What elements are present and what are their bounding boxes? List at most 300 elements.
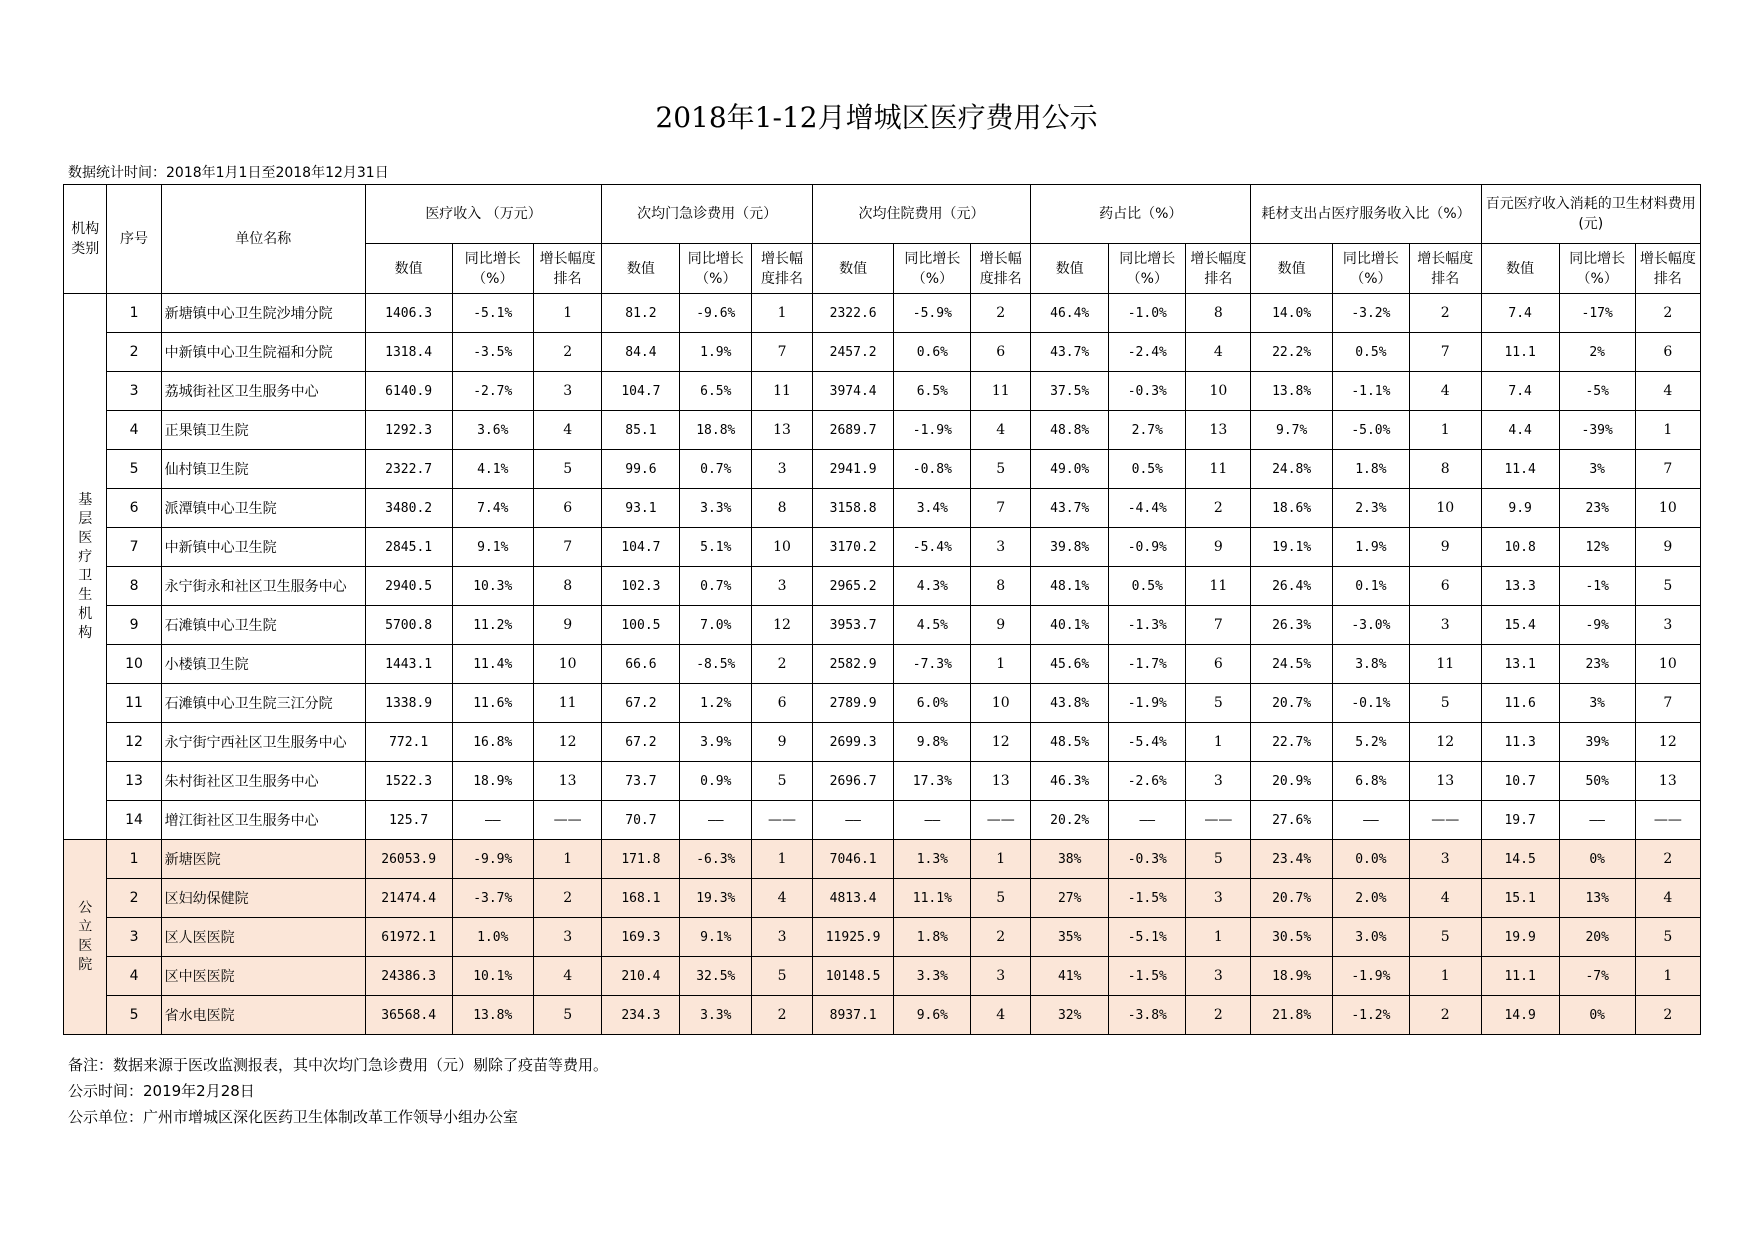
seq-cell: 5: [107, 996, 161, 1035]
value-cell: 43.7%: [1031, 489, 1109, 528]
unit-name-cell: 荔城街社区卫生服务中心: [161, 372, 365, 411]
rank-cell: 10: [1186, 372, 1251, 411]
yoy-cell: 9.8%: [894, 723, 971, 762]
value-cell: 46.4%: [1031, 294, 1109, 333]
yoy-cell: 4.3%: [894, 567, 971, 606]
rank-cell: 7: [1409, 333, 1481, 372]
yoy-cell: 3.3%: [680, 489, 752, 528]
value-cell: 6140.9: [365, 372, 452, 411]
notes: [68, 1052, 608, 1130]
value-cell: 13.3: [1481, 567, 1559, 606]
unit-name-cell: 中新镇中心卫生院: [161, 528, 365, 567]
rank-cell: 10: [533, 645, 601, 684]
category-cell: [64, 840, 107, 1035]
unit-name-cell: 区人医医院: [161, 918, 365, 957]
subheader-value: 数值: [1251, 244, 1332, 294]
rank-cell: 1: [971, 645, 1031, 684]
rank-cell: 4: [971, 996, 1031, 1035]
seq-cell: 12: [107, 723, 161, 762]
value-cell: 1522.3: [365, 762, 452, 801]
value-cell: 168.1: [602, 879, 680, 918]
yoy-cell: 10.1%: [452, 957, 533, 996]
value-cell: 22.2%: [1251, 333, 1332, 372]
value-cell: 15.4: [1481, 606, 1559, 645]
value-cell: 41%: [1031, 957, 1109, 996]
value-cell: 11.3: [1481, 723, 1559, 762]
value-cell: 43.8%: [1031, 684, 1109, 723]
rank-cell: ——: [752, 801, 813, 840]
yoy-cell: 6.0%: [894, 684, 971, 723]
header-seq: 序号: [107, 185, 161, 294]
table-row: [64, 528, 1701, 567]
table-row: [64, 879, 1701, 918]
rank-cell: 1: [752, 840, 813, 879]
value-cell: 10.7: [1481, 762, 1559, 801]
yoy-cell: ——: [452, 801, 533, 840]
yoy-cell: 11.4%: [452, 645, 533, 684]
yoy-cell: -5.0%: [1332, 411, 1409, 450]
value-cell: 9.9: [1481, 489, 1559, 528]
rank-cell: 13: [971, 762, 1031, 801]
rank-cell: 7: [1635, 684, 1700, 723]
rank-cell: 11: [533, 684, 601, 723]
rank-cell: 1: [533, 294, 601, 333]
yoy-cell: 19.3%: [680, 879, 752, 918]
value-cell: 1292.3: [365, 411, 452, 450]
value-cell: 20.9%: [1251, 762, 1332, 801]
yoy-cell: -1.1%: [1332, 372, 1409, 411]
seq-cell: 2: [107, 879, 161, 918]
rank-cell: 2: [752, 645, 813, 684]
yoy-cell: 3.8%: [1332, 645, 1409, 684]
rank-cell: 3: [971, 528, 1031, 567]
value-cell: 234.3: [602, 996, 680, 1035]
yoy-cell: -17%: [1559, 294, 1635, 333]
yoy-cell: -4.4%: [1109, 489, 1186, 528]
unit-name-cell: 石滩镇中心卫生院: [161, 606, 365, 645]
unit-name-cell: 小楼镇卫生院: [161, 645, 365, 684]
yoy-cell: -9%: [1559, 606, 1635, 645]
yoy-cell: 0.0%: [1332, 840, 1409, 879]
value-cell: 2322.6: [812, 294, 893, 333]
yoy-cell: 18.8%: [680, 411, 752, 450]
value-cell: 18.6%: [1251, 489, 1332, 528]
value-cell: 67.2: [602, 723, 680, 762]
rank-cell: 13: [752, 411, 813, 450]
yoy-cell: 1.3%: [894, 840, 971, 879]
yoy-cell: -2.7%: [452, 372, 533, 411]
value-cell: 18.9%: [1251, 957, 1332, 996]
value-cell: 48.5%: [1031, 723, 1109, 762]
rank-cell: 6: [1409, 567, 1481, 606]
yoy-cell: 39%: [1559, 723, 1635, 762]
header-group-income: 医疗收入 （万元）: [365, 185, 602, 244]
rank-cell: 3: [1409, 840, 1481, 879]
rank-cell: 3: [971, 957, 1031, 996]
table-row: [64, 489, 1701, 528]
value-cell: 1406.3: [365, 294, 452, 333]
unit-name-cell: 区妇幼保健院: [161, 879, 365, 918]
value-cell: 2582.9: [812, 645, 893, 684]
value-cell: 40.1%: [1031, 606, 1109, 645]
yoy-cell: 4.5%: [894, 606, 971, 645]
yoy-cell: 7.4%: [452, 489, 533, 528]
yoy-cell: 23%: [1559, 645, 1635, 684]
value-cell: 84.4: [602, 333, 680, 372]
subheader-yoy: 同比增长（%）: [452, 244, 533, 294]
header-group-drug-ratio: 药占比（%）: [1031, 185, 1251, 244]
yoy-cell: 12%: [1559, 528, 1635, 567]
value-cell: 13.8%: [1251, 372, 1332, 411]
yoy-cell: 1.2%: [680, 684, 752, 723]
value-cell: 1338.9: [365, 684, 452, 723]
yoy-cell: 2.0%: [1332, 879, 1409, 918]
stat-period: 数据统计时间：2018年1月1日至2018年12月31日: [68, 165, 389, 181]
yoy-cell: 3%: [1559, 450, 1635, 489]
rank-cell: 5: [752, 762, 813, 801]
seq-cell: 10: [107, 645, 161, 684]
rank-cell: 2: [1635, 294, 1700, 333]
rank-cell: 13: [1635, 762, 1700, 801]
value-cell: 4813.4: [812, 879, 893, 918]
rank-cell: 9: [971, 606, 1031, 645]
rank-cell: 6: [1635, 333, 1700, 372]
rank-cell: 12: [1635, 723, 1700, 762]
rank-cell: 10: [1409, 489, 1481, 528]
value-cell: 15.1: [1481, 879, 1559, 918]
rank-cell: ——: [1186, 801, 1251, 840]
seq-cell: 1: [107, 840, 161, 879]
table-row: [64, 333, 1701, 372]
unit-name-cell: 派潭镇中心卫生院: [161, 489, 365, 528]
yoy-cell: 4.1%: [452, 450, 533, 489]
yoy-cell: -5.1%: [452, 294, 533, 333]
rank-cell: 4: [533, 411, 601, 450]
value-cell: 20.7%: [1251, 879, 1332, 918]
value-cell: 2457.2: [812, 333, 893, 372]
unit-name-cell: 仙村镇卫生院: [161, 450, 365, 489]
rank-cell: 8: [1409, 450, 1481, 489]
seq-cell: 8: [107, 567, 161, 606]
rank-cell: 11: [1186, 567, 1251, 606]
value-cell: 23.4%: [1251, 840, 1332, 879]
unit-name-cell: 新塘医院: [161, 840, 365, 879]
value-cell: 61972.1: [365, 918, 452, 957]
yoy-cell: 0.5%: [1109, 450, 1186, 489]
remark-note: 备注：数据来源于医改监测报表，其中次均门急诊费用（元）剔除了疫苗等费用。: [68, 1056, 609, 1074]
value-cell: 3480.2: [365, 489, 452, 528]
rank-cell: 10: [752, 528, 813, 567]
subheader-value: 数值: [812, 244, 893, 294]
rank-cell: 10: [971, 684, 1031, 723]
value-cell: 169.3: [602, 918, 680, 957]
rank-cell: 6: [1186, 645, 1251, 684]
yoy-cell: -5.4%: [894, 528, 971, 567]
header-category: 机构类别: [64, 185, 107, 294]
yoy-cell: -8.5%: [680, 645, 752, 684]
yoy-cell: 1.9%: [680, 333, 752, 372]
rank-cell: 13: [533, 762, 601, 801]
value-cell: 2696.7: [812, 762, 893, 801]
value-cell: 5700.8: [365, 606, 452, 645]
yoy-cell: -1.9%: [1109, 684, 1186, 723]
value-cell: 24.5%: [1251, 645, 1332, 684]
yoy-cell: -5.9%: [894, 294, 971, 333]
yoy-cell: -1.5%: [1109, 879, 1186, 918]
value-cell: 3170.2: [812, 528, 893, 567]
yoy-cell: -6.3%: [680, 840, 752, 879]
value-cell: 27.6%: [1251, 801, 1332, 840]
yoy-cell: -7%: [1559, 957, 1635, 996]
table-row: [64, 996, 1701, 1035]
rank-cell: 4: [1186, 333, 1251, 372]
unit-name-cell: 中新镇中心卫生院福和分院: [161, 333, 365, 372]
rank-cell: 12: [752, 606, 813, 645]
value-cell: 2689.7: [812, 411, 893, 450]
seq-cell: 3: [107, 918, 161, 957]
yoy-cell: -3.8%: [1109, 996, 1186, 1035]
yoy-cell: 3.3%: [894, 957, 971, 996]
yoy-cell: 5.1%: [680, 528, 752, 567]
seq-cell: 3: [107, 372, 161, 411]
value-cell: 19.7: [1481, 801, 1559, 840]
value-cell: 14.5: [1481, 840, 1559, 879]
value-cell: 10148.5: [812, 957, 893, 996]
rank-cell: 1: [1635, 957, 1700, 996]
value-cell: 85.1: [602, 411, 680, 450]
category-label: 基层医疗卫生机构: [78, 491, 93, 641]
rank-cell: 4: [1635, 879, 1700, 918]
rank-cell: 3: [752, 450, 813, 489]
yoy-cell: 32.5%: [680, 957, 752, 996]
category-cell: [64, 294, 107, 840]
page-title: 2018年1-12月增城区医疗费用公示: [655, 101, 1098, 134]
value-cell: 772.1: [365, 723, 452, 762]
subheader-value: 数值: [1481, 244, 1559, 294]
value-cell: 3158.8: [812, 489, 893, 528]
rank-cell: 5: [1186, 684, 1251, 723]
seq-cell: 4: [107, 957, 161, 996]
value-cell: 11925.9: [812, 918, 893, 957]
rank-cell: 3: [1409, 606, 1481, 645]
value-cell: 39.8%: [1031, 528, 1109, 567]
value-cell: 46.3%: [1031, 762, 1109, 801]
yoy-cell: 2%: [1559, 333, 1635, 372]
yoy-cell: ——: [1109, 801, 1186, 840]
yoy-cell: -9.9%: [452, 840, 533, 879]
yoy-cell: 1.8%: [1332, 450, 1409, 489]
value-cell: 37.5%: [1031, 372, 1109, 411]
rank-cell: 11: [1409, 645, 1481, 684]
yoy-cell: 13.8%: [452, 996, 533, 1035]
table-row: [64, 606, 1701, 645]
rank-cell: 5: [1186, 840, 1251, 879]
yoy-cell: -7.3%: [894, 645, 971, 684]
rank-cell: 5: [971, 450, 1031, 489]
rank-cell: 8: [752, 489, 813, 528]
value-cell: 26053.9: [365, 840, 452, 879]
seq-cell: 13: [107, 762, 161, 801]
rank-cell: 2: [971, 294, 1031, 333]
value-cell: 20.7%: [1251, 684, 1332, 723]
yoy-cell: 0.9%: [680, 762, 752, 801]
yoy-cell: 6.8%: [1332, 762, 1409, 801]
rank-cell: 5: [533, 450, 601, 489]
subheader-value: 数值: [1031, 244, 1109, 294]
yoy-cell: 0.7%: [680, 567, 752, 606]
yoy-cell: -2.6%: [1109, 762, 1186, 801]
seq-cell: 7: [107, 528, 161, 567]
value-cell: 2965.2: [812, 567, 893, 606]
seq-cell: 14: [107, 801, 161, 840]
value-cell: 171.8: [602, 840, 680, 879]
yoy-cell: -1.9%: [894, 411, 971, 450]
value-cell: 19.1%: [1251, 528, 1332, 567]
subheader-rank: 增长幅度排名: [752, 244, 813, 294]
yoy-cell: -9.6%: [680, 294, 752, 333]
seq-cell: 9: [107, 606, 161, 645]
yoy-cell: -1.2%: [1332, 996, 1409, 1035]
table-row: [64, 684, 1701, 723]
value-cell: 22.7%: [1251, 723, 1332, 762]
fee-table: [63, 184, 1701, 1035]
value-cell: 210.4: [602, 957, 680, 996]
unit-name-cell: 新塘镇中心卫生院沙埔分院: [161, 294, 365, 333]
rank-cell: 9: [1635, 528, 1700, 567]
value-cell: 49.0%: [1031, 450, 1109, 489]
yoy-cell: 0.1%: [1332, 567, 1409, 606]
value-cell: 13.1: [1481, 645, 1559, 684]
header-group-consumable-ratio: 耗材支出占医疗服务收入比（%）: [1251, 185, 1481, 244]
value-cell: 43.7%: [1031, 333, 1109, 372]
yoy-cell: -0.3%: [1109, 840, 1186, 879]
unit-name-cell: 增江街社区卫生服务中心: [161, 801, 365, 840]
value-cell: 11.6: [1481, 684, 1559, 723]
value-cell: 2789.9: [812, 684, 893, 723]
yoy-cell: 50%: [1559, 762, 1635, 801]
category-label: 公立医院: [78, 900, 93, 973]
rank-cell: 3: [752, 918, 813, 957]
table-row: [64, 762, 1701, 801]
value-cell: 26.4%: [1251, 567, 1332, 606]
rank-cell: 4: [971, 411, 1031, 450]
rank-cell: 9: [752, 723, 813, 762]
yoy-cell: 6.5%: [680, 372, 752, 411]
rank-cell: 1: [533, 840, 601, 879]
rank-cell: 3: [533, 918, 601, 957]
yoy-cell: 2.7%: [1109, 411, 1186, 450]
rank-cell: 8: [533, 567, 601, 606]
rank-cell: 5: [971, 879, 1031, 918]
subheader-rank: 增长幅度排名: [1635, 244, 1700, 294]
rank-cell: 1: [971, 840, 1031, 879]
header-unit-name: 单位名称: [161, 185, 365, 294]
rank-cell: 1: [1409, 957, 1481, 996]
yoy-cell: ——: [1332, 801, 1409, 840]
rank-cell: 1: [1409, 411, 1481, 450]
value-cell: 100.5: [602, 606, 680, 645]
publish-time: 公示时间：2019年2月28日: [68, 1082, 255, 1100]
rank-cell: 6: [752, 684, 813, 723]
value-cell: 1443.1: [365, 645, 452, 684]
value-cell: 66.6: [602, 645, 680, 684]
value-cell: 73.7: [602, 762, 680, 801]
table-row: [64, 450, 1701, 489]
yoy-cell: 0%: [1559, 996, 1635, 1035]
header-group-inpatient: 次均住院费用（元）: [812, 185, 1030, 244]
rank-cell: 6: [533, 489, 601, 528]
value-cell: 24386.3: [365, 957, 452, 996]
yoy-cell: 9.6%: [894, 996, 971, 1035]
yoy-cell: 20%: [1559, 918, 1635, 957]
value-cell: 35%: [1031, 918, 1109, 957]
rank-cell: 2: [1409, 996, 1481, 1035]
yoy-cell: 10.3%: [452, 567, 533, 606]
value-cell: 8937.1: [812, 996, 893, 1035]
rank-cell: 2: [533, 333, 601, 372]
value-cell: 11.1: [1481, 333, 1559, 372]
yoy-cell: -2.4%: [1109, 333, 1186, 372]
rank-cell: 5: [1635, 567, 1700, 606]
publisher: 公示单位：广州市增城区深化医药卫生体制改革工作领导小组办公室: [68, 1108, 519, 1126]
yoy-cell: 5.2%: [1332, 723, 1409, 762]
seq-cell: 4: [107, 411, 161, 450]
yoy-cell: 0.5%: [1109, 567, 1186, 606]
rank-cell: 6: [971, 333, 1031, 372]
rank-cell: 11: [752, 372, 813, 411]
yoy-cell: 16.8%: [452, 723, 533, 762]
yoy-cell: 23%: [1559, 489, 1635, 528]
yoy-cell: -5.1%: [1109, 918, 1186, 957]
rank-cell: 3: [752, 567, 813, 606]
table-row: [64, 372, 1701, 411]
unit-name-cell: 永宁街永和社区卫生服务中心: [161, 567, 365, 606]
yoy-cell: -0.9%: [1109, 528, 1186, 567]
yoy-cell: 6.5%: [894, 372, 971, 411]
yoy-cell: 13%: [1559, 879, 1635, 918]
value-cell: 21.8%: [1251, 996, 1332, 1035]
yoy-cell: -5.4%: [1109, 723, 1186, 762]
value-cell: 19.9: [1481, 918, 1559, 957]
table-row: [64, 567, 1701, 606]
value-cell: 24.8%: [1251, 450, 1332, 489]
value-cell: 104.7: [602, 372, 680, 411]
yoy-cell: -3.5%: [452, 333, 533, 372]
rank-cell: 13: [1186, 411, 1251, 450]
table-row: [64, 645, 1701, 684]
header-group-outpatient: 次均门急诊费用（元）: [602, 185, 813, 244]
rank-cell: 11: [1186, 450, 1251, 489]
value-cell: 21474.4: [365, 879, 452, 918]
yoy-cell: ——: [894, 801, 971, 840]
rank-cell: ——: [1635, 801, 1700, 840]
rank-cell: 2: [1635, 996, 1700, 1035]
rank-cell: 5: [1409, 918, 1481, 957]
rank-cell: 8: [1186, 294, 1251, 333]
rank-cell: 12: [971, 723, 1031, 762]
value-cell: 2322.7: [365, 450, 452, 489]
unit-name-cell: 石滩镇中心卫生院三江分院: [161, 684, 365, 723]
value-cell: 36568.4: [365, 996, 452, 1035]
rank-cell: 4: [1635, 372, 1700, 411]
value-cell: 2941.9: [812, 450, 893, 489]
rank-cell: 7: [1186, 606, 1251, 645]
value-cell: 2940.5: [365, 567, 452, 606]
rank-cell: 1: [752, 294, 813, 333]
yoy-cell: 7.0%: [680, 606, 752, 645]
subheader-rank: 增长幅度排名: [533, 244, 601, 294]
yoy-cell: 0.5%: [1332, 333, 1409, 372]
